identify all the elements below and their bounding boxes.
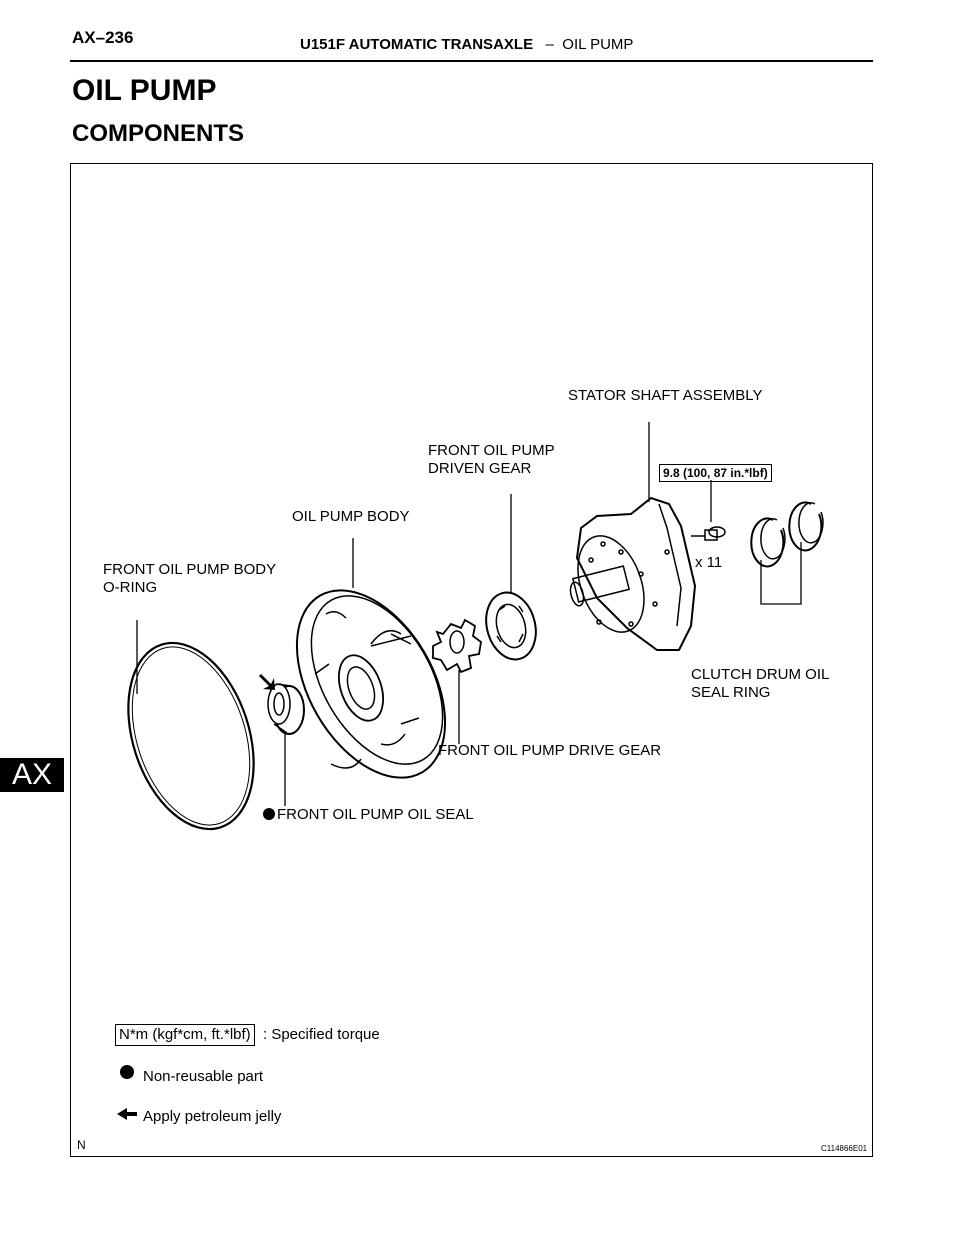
bolt-part (691, 527, 725, 540)
side-tab: AX (0, 758, 64, 792)
label-clutch-ring-line1: CLUTCH DRUM OIL (691, 666, 830, 683)
drive-gear-part (433, 620, 481, 672)
section-title: COMPONENTS (72, 120, 245, 147)
exploded-view-drawing (71, 164, 874, 1158)
legend-torque-unit: N*m (kgf*cm, ft.*lbf) (115, 1024, 255, 1046)
seal-ring-part (751, 502, 823, 566)
label-driven-gear-line2: DRIVEN GEAR (428, 460, 532, 477)
label-o-ring-line1: FRONT OIL PUMP BODY (103, 561, 277, 578)
label-pump-body: OIL PUMP BODY (292, 508, 410, 525)
petroleum-jelly-marker (259, 674, 275, 690)
label-o-ring-line2: O-RING (103, 579, 158, 596)
figure-corner-letter: N (77, 1138, 86, 1152)
label-stator-shaft: STATOR SHAFT ASSEMBLY (568, 387, 763, 404)
stator-shaft-part (566, 498, 695, 650)
running-header (300, 36, 633, 53)
header-rule (70, 60, 873, 62)
oil-pump-body-part (266, 565, 475, 804)
oil-seal-part (268, 684, 304, 734)
header-section: U151F AUTOMATIC TRANSAXLE (300, 36, 534, 53)
legend-torque-desc: : Specified torque (263, 1026, 380, 1043)
label-drive-gear: FRONT OIL PUMP DRIVE GEAR (438, 742, 662, 759)
label-driven-gear-line1: FRONT OIL PUMP (428, 442, 555, 459)
legend-non-reusable: Non-reusable part (143, 1068, 264, 1085)
figure-code: C114866E01 (821, 1144, 868, 1153)
page-number: AX–236 (72, 28, 134, 47)
driven-gear-part (479, 587, 543, 665)
header-subsection: OIL PUMP (562, 36, 634, 53)
legend-arrow-icon (117, 1108, 137, 1120)
components-figure (70, 163, 873, 1157)
legend-petroleum-jelly: Apply petroleum jelly (143, 1108, 282, 1125)
header-separator: – (545, 36, 554, 53)
label-bolt-count: x 11 (695, 554, 723, 571)
page-title: OIL PUMP (72, 74, 217, 107)
o-ring-part (106, 627, 276, 845)
label-clutch-ring-line2: SEAL RING (691, 684, 771, 701)
legend-dot-icon (120, 1065, 134, 1079)
non-reusable-dot (263, 808, 275, 820)
torque-spec-box: 9.8 (100, 87 in.*lbf) (659, 464, 772, 482)
label-oil-seal: FRONT OIL PUMP OIL SEAL (277, 806, 474, 823)
